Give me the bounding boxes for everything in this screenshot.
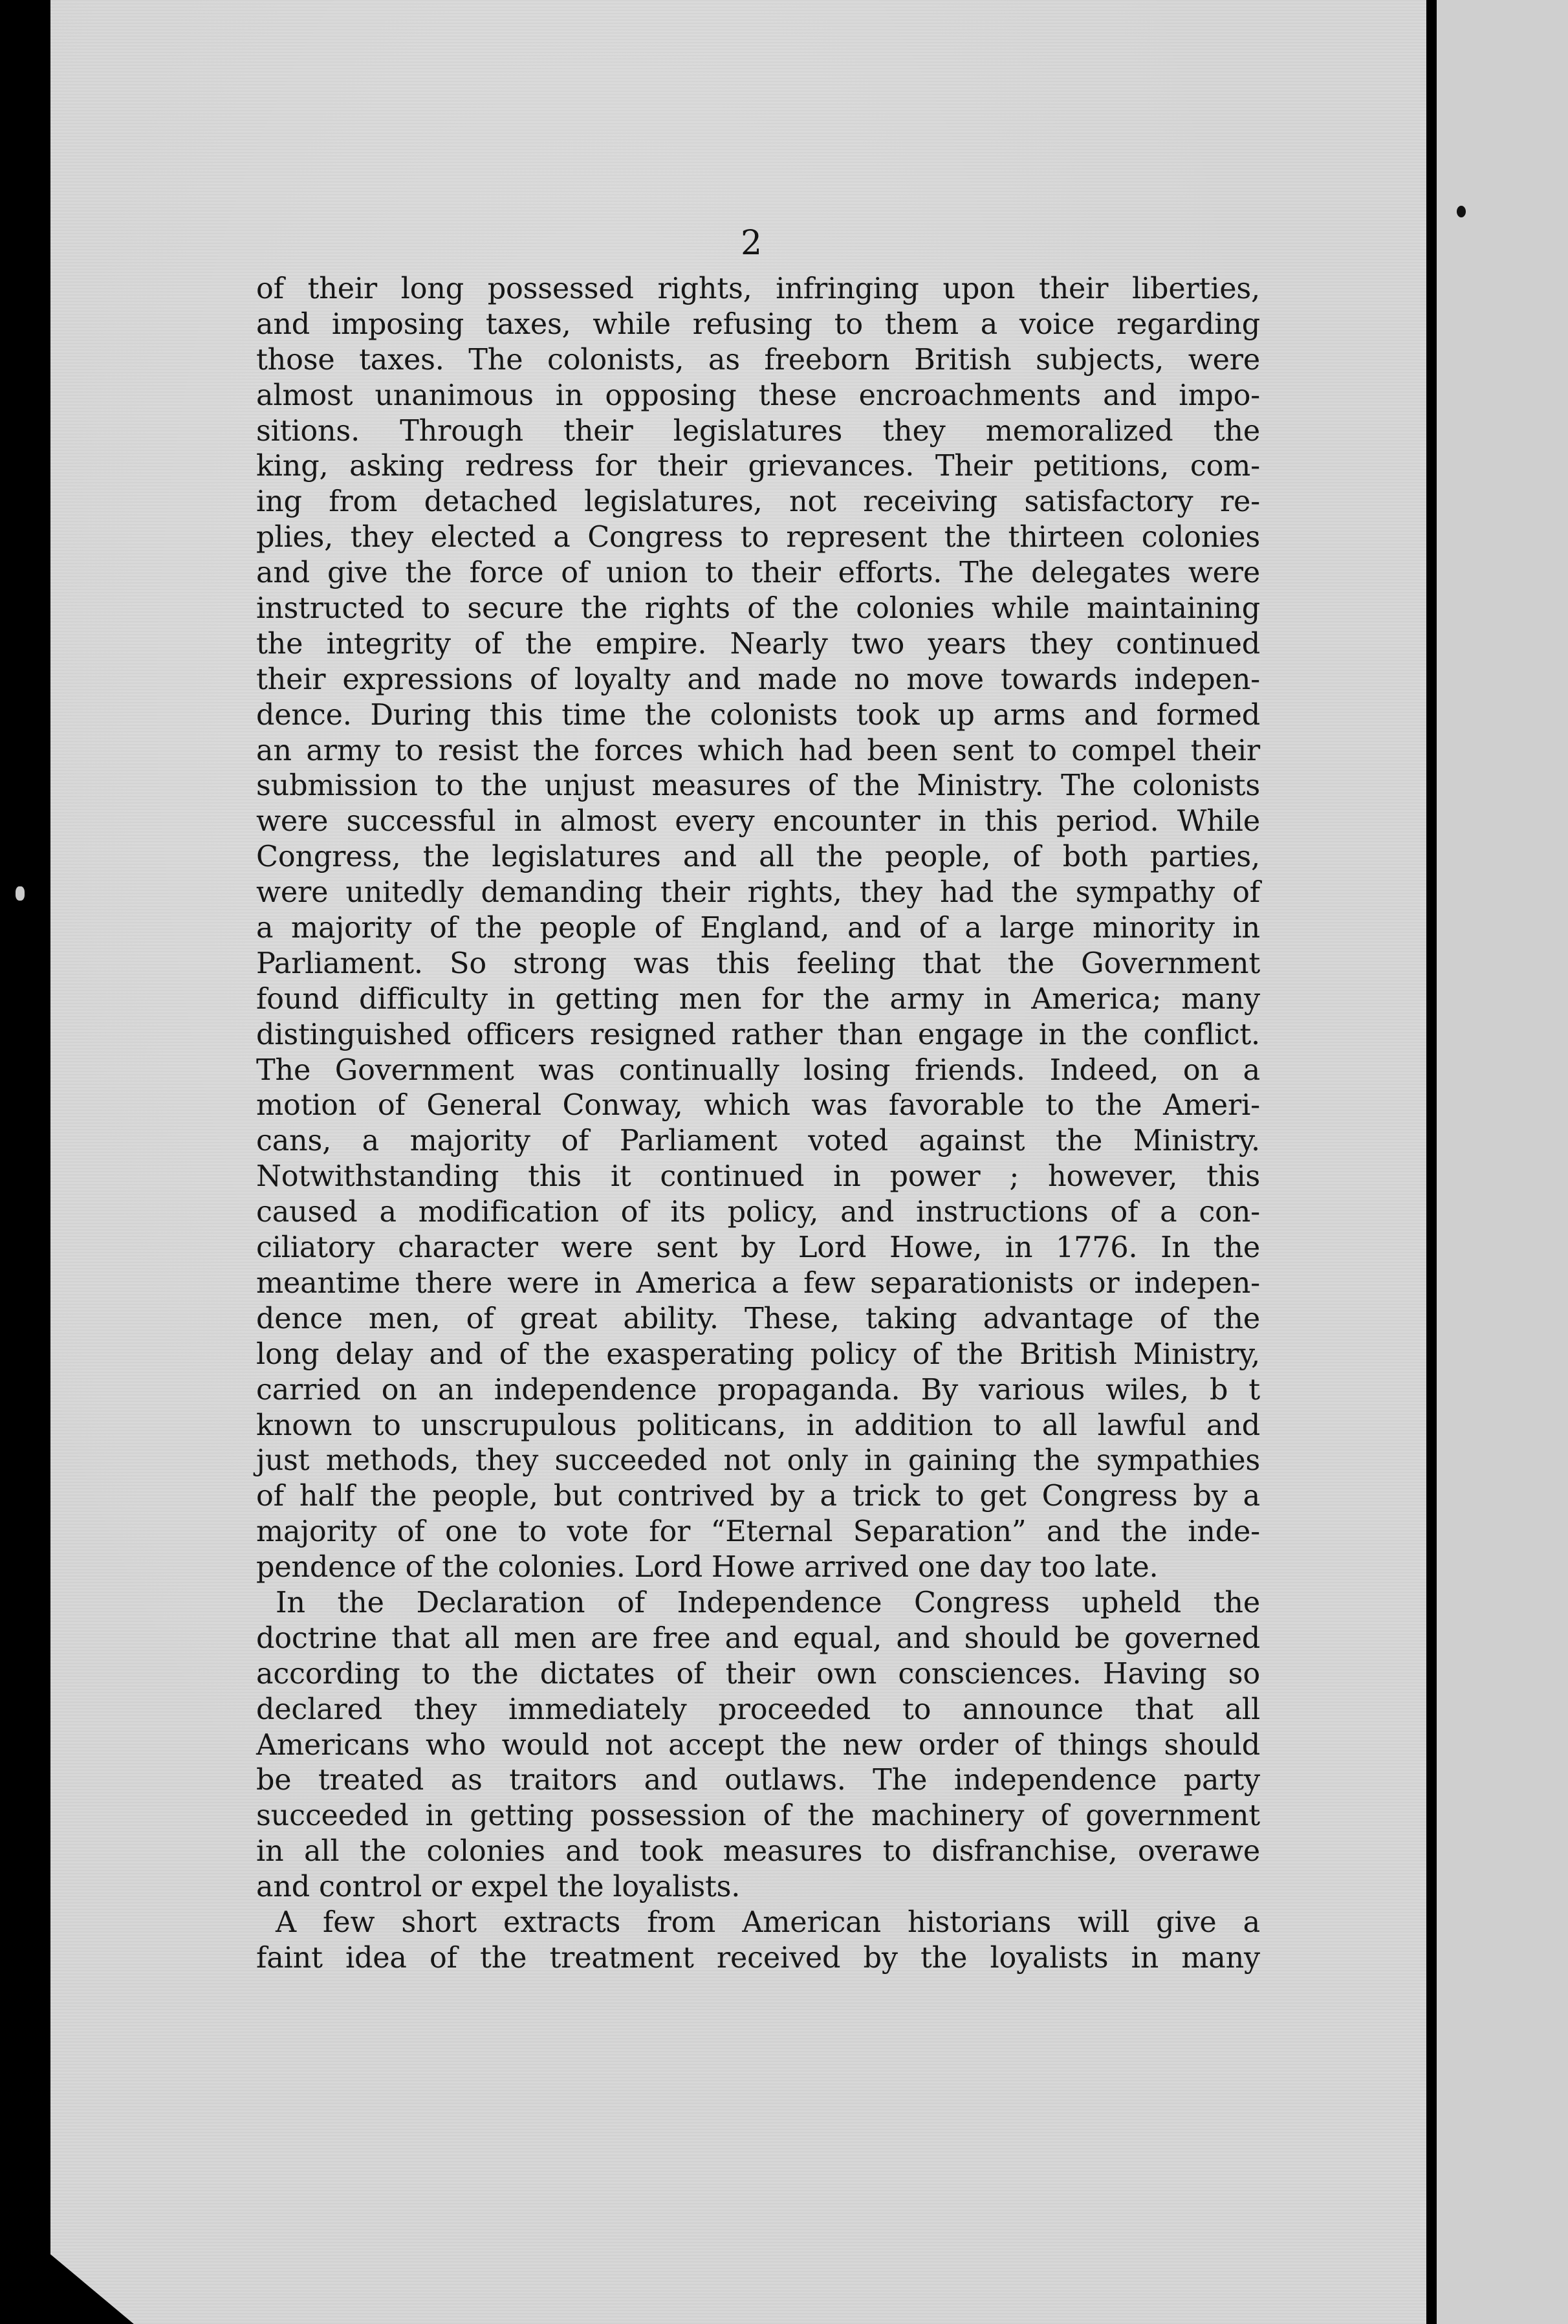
- text-line: Parliament. So strong was this feeling that the Government: [256, 947, 1260, 980]
- text-line: dence men, of great ability. These, taking advantage of the: [256, 1302, 1260, 1335]
- text-line: were unitedly demanding their rights, they had the sympathy of: [256, 876, 1260, 910]
- text-line: succeeded in getting possession of the machinery of government: [256, 1799, 1260, 1833]
- text-line: their expressions of loyalty and made no move towards indepen-: [256, 663, 1260, 696]
- text-line: an army to resist the forces which had been sent to compel their: [256, 734, 1260, 767]
- text-line: caused a modification of its policy, and instructions of a con-: [256, 1196, 1260, 1229]
- text-line: ing from detached legislatures, not receiving satisfactory re-: [256, 485, 1260, 519]
- text-line: dence. During this time the colonists took up arms and formed: [256, 698, 1260, 732]
- text-line: The Government was continually losing friends. Indeed, on a: [256, 1053, 1260, 1087]
- text-line: those taxes. The colonists, as freeborn British subjects, were: [256, 343, 1260, 377]
- body-text: [256, 272, 1260, 1977]
- text-line: almost unanimous in opposing these encroachments and impo-: [256, 378, 1260, 412]
- text-line: Americans who would not accept the new order of things should: [256, 1728, 1260, 1762]
- text-line: carried on an independence propaganda. By various wiles, b t: [256, 1373, 1260, 1407]
- facing-page-edge: [1437, 0, 1568, 2324]
- text-line: the integrity of the empire. Nearly two years they continued: [256, 627, 1260, 661]
- text-line: a majority of the people of England, and of a large minority in: [256, 912, 1260, 945]
- text-line: motion of General Conway, which was favorable to the Ameri-: [256, 1089, 1260, 1123]
- text-line: pendence of the colonies. Lord Howe arrived one day too late.: [256, 1551, 1159, 1584]
- text-line: majority of one to vote for “Eternal Separation” and the inde-: [256, 1515, 1260, 1549]
- text-line: in all the colonies and took measures to disfranchise, overawe: [256, 1835, 1260, 1869]
- text-line: doctrine that all men are free and equal, and should be governed: [256, 1621, 1260, 1655]
- text-line: plies, they elected a Congress to represent the thirteen colonies: [256, 521, 1260, 554]
- text-line: king, asking redress for their grievances. Their petitions, com-: [256, 450, 1260, 483]
- text-line: sitions. Through their legislatures they memoralized the: [256, 414, 1260, 448]
- ink-speck: [1457, 206, 1466, 217]
- text-line: Notwithstanding this it continued in power ; however, this: [256, 1160, 1260, 1194]
- text-line: of their long possessed rights, infringing upon their liberties,: [256, 272, 1260, 305]
- margin-mark: [16, 886, 25, 901]
- text-line: and imposing taxes, while refusing to them a voice regarding: [256, 307, 1260, 341]
- text-line: be treated as traitors and outlaws. The independence party: [256, 1764, 1260, 1797]
- text-line: and give the force of union to their efforts. The delegates were: [256, 556, 1260, 590]
- text-line: just methods, they succeeded not only in gaining the sympathies: [256, 1444, 1260, 1478]
- text-line: known to unscrupulous politicans, in addition to all lawful and: [256, 1409, 1260, 1442]
- text-line: distinguished officers resigned rather than engage in the conflict.: [256, 1018, 1260, 1051]
- text-line: A few short extracts from American historians will give a: [276, 1905, 1260, 1939]
- text-line: of half the people, but contrived by a trick to get Congress by a: [256, 1480, 1260, 1513]
- text-line: found difficulty in getting men for the army in America; many: [256, 982, 1260, 1016]
- text-line: and control or expel the loyalists.: [256, 1870, 741, 1904]
- text-line: according to the dictates of their own consciences. Having so: [256, 1657, 1260, 1691]
- text-line: ciliatory character were sent by Lord Howe, in 1776. In the: [256, 1231, 1260, 1265]
- text-line: declared they immediately proceeded to announce that all: [256, 1693, 1260, 1726]
- text-line: long delay and of the exasperating policy of the British Ministry,: [256, 1337, 1260, 1371]
- text-line: Congress, the legislatures and all the people, of both parties,: [256, 840, 1260, 874]
- text-line: faint idea of the treatment received by the loyalists in many: [256, 1941, 1260, 1975]
- text-line: instructed to secure the rights of the colonies while maintaining: [256, 592, 1260, 626]
- text-line: In the Declaration of Independence Congress upheld the: [276, 1586, 1260, 1619]
- text-line: cans, a majority of Parliament voted against the Ministry.: [256, 1124, 1260, 1158]
- book-gutter: [1426, 0, 1437, 2324]
- text-line: were successful in almost every encounter in this period. While: [256, 805, 1260, 839]
- text-line: meantime there were in America a few separationists or indepen-: [256, 1266, 1260, 1300]
- text-line: submission to the unjust measures of the Ministry. The colonists: [256, 769, 1260, 803]
- page-number: 2: [741, 224, 763, 263]
